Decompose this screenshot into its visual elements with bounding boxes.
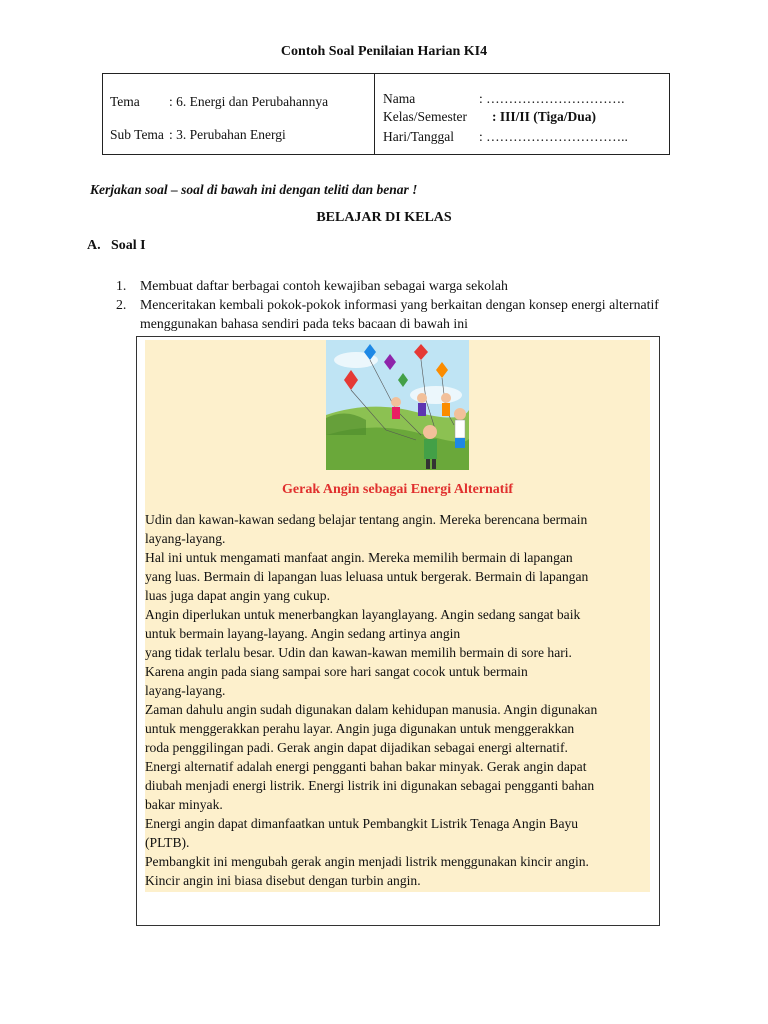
- reading-line: yang luas. Bermain di lapangan luas leluasa untuk bergerak. Bermain di lapangan: [145, 569, 589, 584]
- reading-line: Pembangkit ini mengubah gerak angin menjadi listrik menggunakan kincir angin.: [145, 854, 589, 869]
- question-text: Membuat daftar berbagai contoh kewajiban sebagai warga sekolah: [140, 278, 508, 293]
- reading-line: Karena angin pada siang sampai sore hari sangat cocok untuk bermain: [145, 664, 528, 679]
- hari-value: : …………………………..: [479, 129, 628, 144]
- reading-title: Gerak Angin sebagai Energi Alternatif: [282, 482, 513, 497]
- kite-illustration: [326, 340, 469, 470]
- section-title: BELAJAR DI KELAS: [316, 210, 452, 225]
- reading-line: roda penggilingan padi. Gerak angin dapat dijadikan sebagai energi alternatif.: [145, 740, 568, 755]
- nama-label: Nama: [383, 91, 416, 106]
- header-table: [102, 73, 670, 155]
- reading-line: untuk bermain layang-layang. Angin sedang artinya angin: [145, 626, 461, 641]
- nama-value: : ………………………….: [479, 91, 625, 106]
- kelas-label: Kelas/Semester: [383, 109, 467, 124]
- page-title: Contoh Soal Penilaian Harian KI4: [280, 44, 488, 59]
- reading-line: Energi angin dapat dimanfaatkan untuk Pembangkit Listrik Tenaga Angin Bayu: [145, 816, 579, 831]
- reading-passage: [145, 510, 650, 890]
- reading-line: layang-layang.: [145, 683, 226, 698]
- reading-line: Angin diperlukan untuk menerbangkan layanglayang. Angin sedang sangat baik: [145, 607, 581, 622]
- reading-line: Zaman dahulu angin sudah digunakan dalam kehidupan manusia. Angin digunakan: [145, 702, 598, 717]
- hari-label: Hari/Tanggal: [383, 129, 455, 144]
- soal-heading: [87, 238, 146, 254]
- reading-line: untuk menggerakkan perahu layar. Angin juga digunakan untuk menggerakkan: [145, 721, 575, 736]
- question-number: 1.: [116, 278, 127, 293]
- subtema-value: : 3. Perubahan Energi: [169, 127, 286, 142]
- tema-value: : 6. Energi dan Perubahannya: [169, 94, 329, 109]
- reading-line: luas juga dapat angin yang cukup.: [145, 588, 330, 603]
- tema-label: Tema: [110, 94, 140, 109]
- kelas-value: : III/II (Tiga/Dua): [492, 109, 597, 124]
- soal-letter: A.: [87, 238, 101, 253]
- reading-line: Energi alternatif adalah energi pengganti bahan bakar minyak. Gerak angin dapat: [145, 759, 587, 774]
- reading-line: bakar minyak.: [145, 797, 223, 812]
- question-number: 2.: [116, 297, 127, 312]
- reading-line: Hal ini untuk mengamati manfaat angin. Mereka memilih bermain di lapangan: [145, 550, 573, 565]
- header-divider: [374, 74, 375, 154]
- subtema-label: Sub Tema: [110, 127, 164, 142]
- reading-line: layang-layang.: [145, 531, 226, 546]
- question-text: Menceritakan kembali pokok-pokok informasi yang berkaitan dengan konsep energi alternatif menggunakan bahasa sendiri pada teks bacaan di bawah ini: [140, 297, 659, 331]
- soal-title: Soal I: [111, 238, 146, 253]
- reading-line: Kincir angin ini biasa disebut dengan turbin angin.: [145, 873, 421, 888]
- instruction-text: Kerjakan soal – soal di bawah ini dengan teliti dan benar !: [90, 182, 418, 197]
- reading-line: Udin dan kawan-kawan sedang belajar tentang angin. Mereka berencana bermain: [145, 512, 588, 527]
- reading-line: (PLTB).: [145, 835, 190, 850]
- reading-line: yang tidak terlalu besar. Udin dan kawan-kawan memilih bermain di sore hari.: [145, 645, 572, 660]
- reading-line: diubah menjadi energi listrik. Energi listrik ini digunakan sebagai pengganti bahan: [145, 778, 595, 793]
